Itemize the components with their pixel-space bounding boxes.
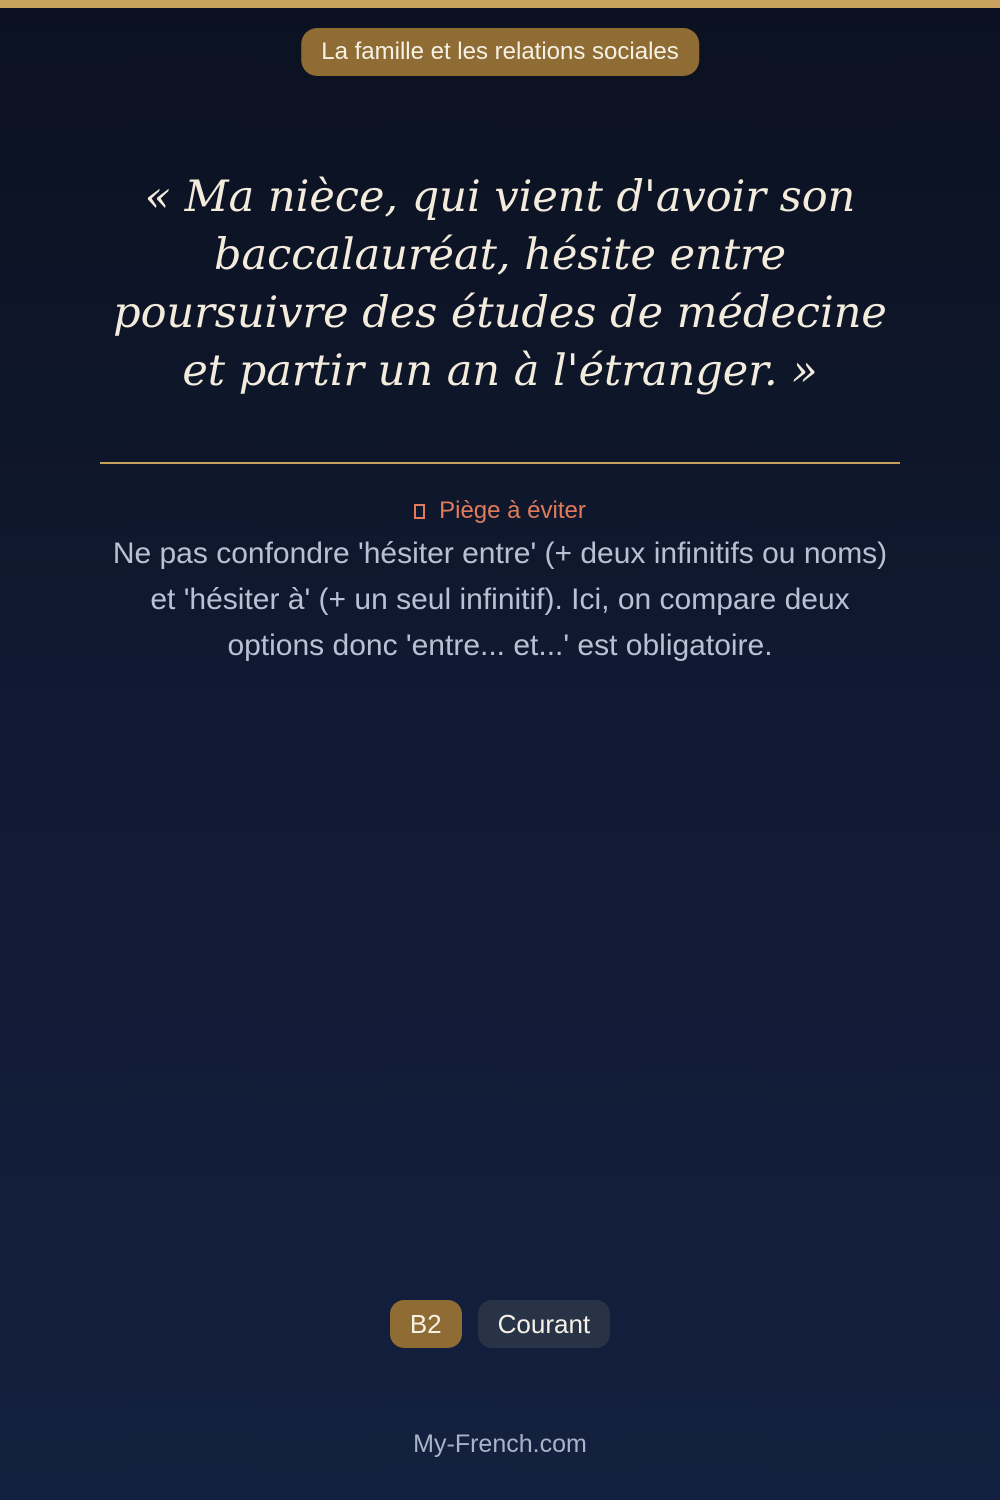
top-accent-bar [0, 0, 1000, 8]
register-badge: Courant [478, 1300, 611, 1348]
trap-square-icon [414, 504, 425, 519]
category-badge: La famille et les relations sociales [301, 28, 699, 76]
badge-row [0, 1300, 1000, 1348]
level-badge: B2 [390, 1300, 462, 1348]
trap-heading [0, 494, 1000, 528]
trap-explanation: Ne pas confondre 'hésiter entre' (+ deux infinitifs ou noms) et 'hésiter à' (+ un seul infinitif). Ici, on compare deux options donc 'entre... et...' est obligatoire. [112, 537, 888, 662]
divider [100, 462, 900, 464]
site-footer: My-French.com [413, 1430, 587, 1458]
trap-heading-label: Piège à éviter [439, 497, 586, 524]
example-quote: « Ma nièce, qui vient d'avoir son baccalauréat, hésite entre poursuivre des études de médecine et partir un an à l'étranger. » [113, 172, 887, 396]
